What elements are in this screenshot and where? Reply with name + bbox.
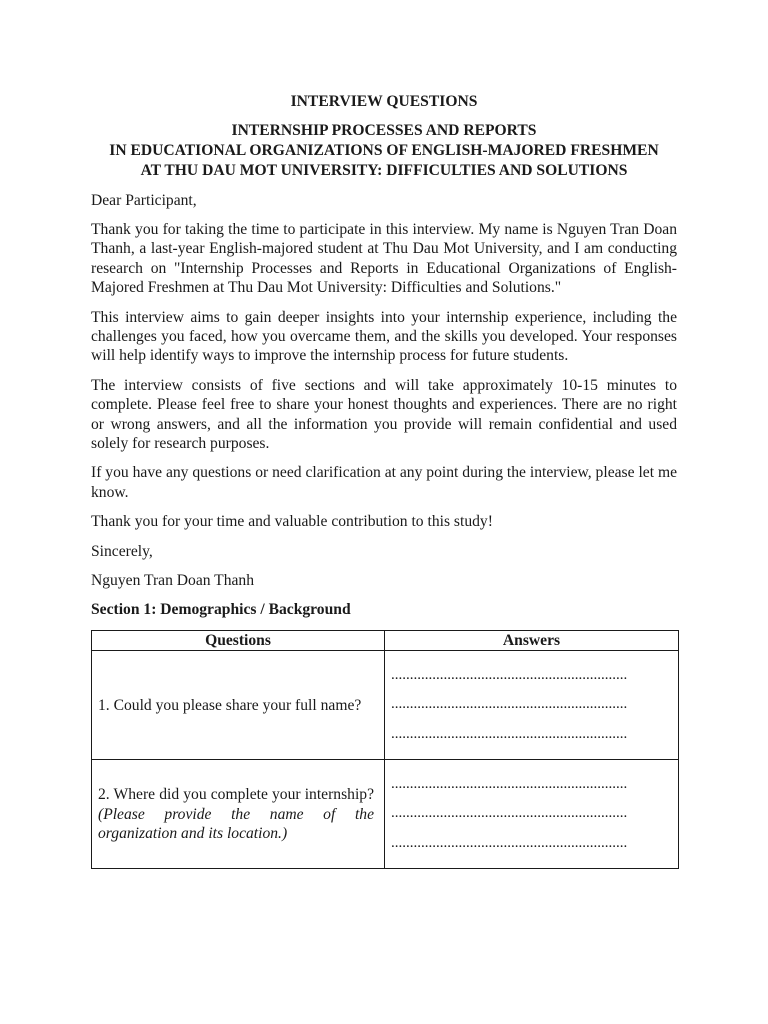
purpose-paragraph: This interview aims to gain deeper insights into your internship experience, including the challenges you faced, how you overcame them, and the skills you developed. Your responses will help identify ways to improve the internship process for future students.	[91, 308, 677, 365]
answer-cell[interactable]	[385, 760, 679, 869]
answer-line[interactable]: ...............................................................	[391, 666, 628, 683]
contact-paragraph: If you have any questions or need clarification at any point during the interview, please let me know.	[91, 464, 677, 501]
section-heading: Section 1: Demographics / Background	[91, 601, 351, 619]
table-row	[92, 651, 679, 760]
table-header-row	[92, 630, 679, 650]
answer-line[interactable]: ...............................................................	[391, 696, 628, 713]
intro-paragraph: Thank you for taking the time to participate in this interview. My name is Nguyen Tran Doan Thanh, a last-year English-majored student at Thu Dau Mot University, and I am conducting research on "Internship Processes and Reports in Educational Organizations of English-Majored Freshmen at Thu Dau Mot University: Difficulties and Solutions."	[91, 220, 677, 297]
document-subtitle	[91, 121, 677, 180]
subtitle-line: AT THU DAU MOT UNIVERSITY: DIFFICULTIES AND SOLUTIONS	[140, 161, 628, 179]
question-cell	[92, 651, 385, 760]
questions-table	[91, 630, 679, 869]
answer-line[interactable]: ...............................................................	[391, 725, 628, 742]
questions-column-header: Questions	[92, 630, 385, 650]
document-page	[91, 92, 677, 869]
table-row	[92, 760, 679, 869]
answer-line[interactable]: ...............................................................	[391, 775, 628, 792]
question-cell	[92, 760, 385, 869]
answers-column-header: Answers	[385, 630, 679, 650]
subtitle-line: INTERNSHIP PROCESSES AND REPORTS	[231, 122, 537, 140]
document-title: INTERVIEW QUESTIONS	[290, 93, 478, 110]
closing: Sincerely,	[91, 542, 153, 560]
signature: Nguyen Tran Doan Thanh	[91, 572, 255, 590]
answer-cell[interactable]	[385, 651, 679, 760]
subtitle-line: IN EDUCATIONAL ORGANIZATIONS OF ENGLISH-MAJORED FRESHMEN	[109, 142, 659, 160]
salutation: Dear Participant,	[91, 191, 197, 209]
answer-line[interactable]: ...............................................................	[391, 834, 628, 851]
question-text: 1. Could you please share your full name?	[98, 696, 362, 714]
thanks-paragraph: Thank you for your time and valuable contribution to this study!	[91, 513, 493, 531]
structure-paragraph: The interview consists of five sections and will take approximately 10-15 minutes to complete. Please feel free to share your honest thoughts and experiences. There are no right or wrong answers, and all the information you provide will remain confidential and used solely for research purposes.	[91, 376, 677, 452]
question-text: 2. Where did you complete your internship?	[98, 786, 374, 804]
question-hint: (Please provide the name of the organization and its location.)	[98, 805, 374, 842]
answer-line[interactable]: ...............................................................	[391, 805, 628, 822]
